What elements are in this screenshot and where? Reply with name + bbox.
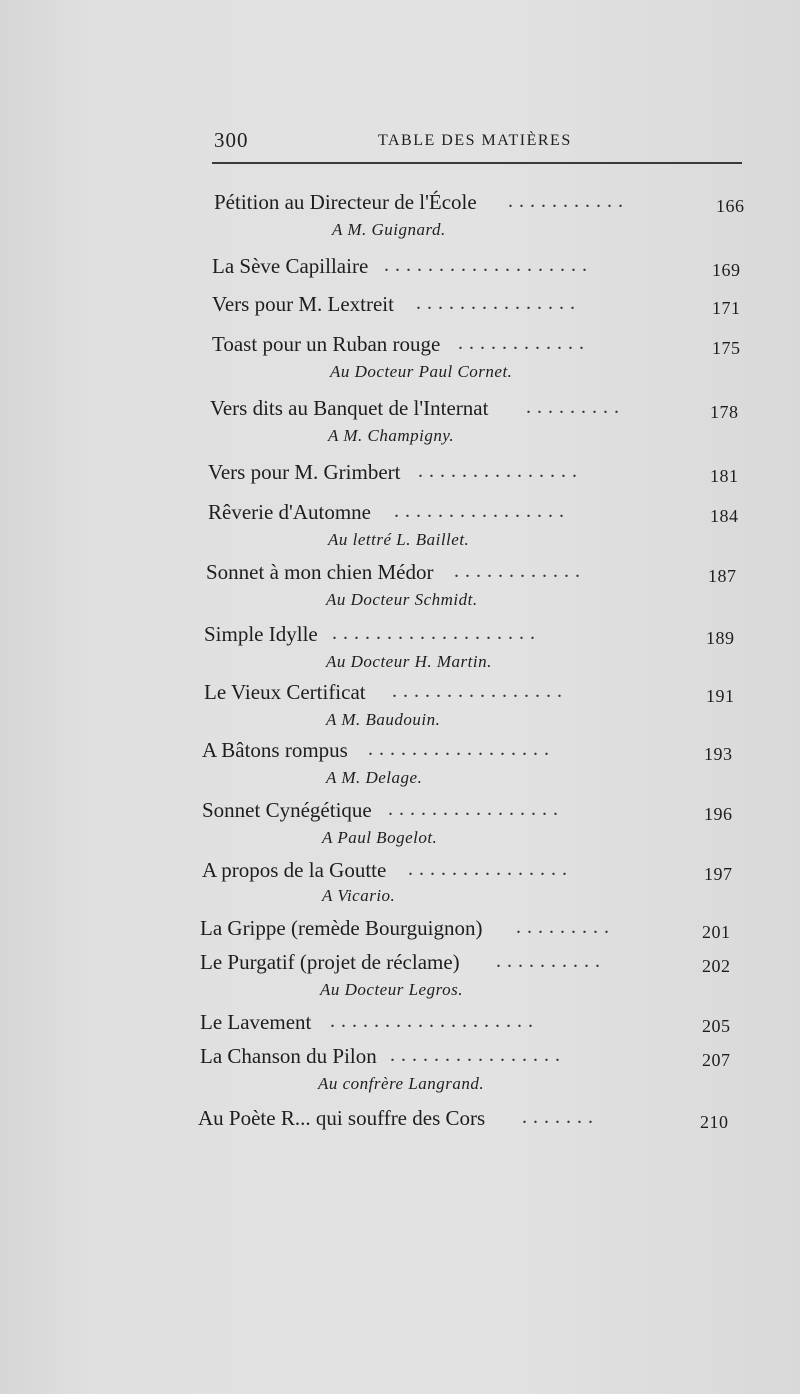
toc-entry-page: 197 [704, 864, 733, 884]
toc-entry-title: Vers pour M. Lextreit [212, 292, 394, 316]
dot-leader: ............... [418, 460, 583, 482]
toc-entry-title: A propos de la Goutte [202, 858, 387, 882]
dot-leader: ............ [454, 560, 586, 582]
dot-leader: ............ [458, 332, 590, 354]
toc-entry [204, 680, 744, 710]
toc-entry-page: 201 [702, 922, 731, 942]
toc-entry-dedication: A M. Baudouin. [326, 710, 441, 729]
toc-entry-title: A Bâtons rompus [202, 738, 348, 762]
dot-leader: ............... [416, 292, 581, 314]
dot-leader: .......... [496, 950, 606, 972]
dot-leader: ......... [526, 396, 625, 418]
toc-entry-title: Au Poète R... qui souffre des Cors [198, 1106, 486, 1130]
toc-entry [200, 1044, 740, 1074]
toc-entry [202, 798, 742, 828]
toc-entry-title: La Sève Capillaire [212, 254, 369, 278]
dot-leader: ............... [408, 858, 573, 880]
toc-entry-dedication: Au Docteur Paul Cornet. [330, 362, 513, 381]
dot-leader: ................ [390, 1044, 566, 1066]
toc-entry [208, 500, 748, 530]
toc-entry-page: 202 [702, 956, 731, 976]
toc-entry-title: Toast pour un Ruban rouge [212, 332, 441, 356]
toc-entry-title: Pétition au Directeur de l'École [214, 190, 477, 214]
dot-leader: ................ [394, 500, 570, 522]
dot-leader: ......... [516, 916, 615, 938]
toc-entry [200, 916, 740, 946]
toc-entry [212, 332, 752, 362]
toc-entry-page: 210 [700, 1112, 729, 1132]
toc-entry [214, 190, 754, 220]
toc-entry-title: Le Purgatif (projet de réclame) [200, 950, 460, 974]
toc-entry [202, 858, 742, 888]
running-title: TABLE DES MATIÈRES [378, 132, 572, 149]
toc-entry-dedication: Au Docteur Schmidt. [326, 590, 478, 609]
toc-entry [212, 254, 752, 284]
toc-entry-title: Simple Idylle [204, 622, 318, 646]
dot-leader: ................ [392, 680, 568, 702]
toc-entry [202, 738, 742, 768]
toc-entry-page: 171 [712, 298, 741, 318]
toc-entry-page: 196 [704, 804, 733, 824]
toc-entry-dedication: A Paul Bogelot. [322, 828, 438, 847]
page-number: 300 [214, 128, 249, 152]
toc-entry-page: 207 [702, 1050, 731, 1070]
dot-leader: ................... [330, 1010, 539, 1032]
toc-entry-dedication: Au Docteur Legros. [320, 980, 463, 999]
toc-entry-title: Le Vieux Certificat [204, 680, 366, 704]
toc-entry-page: 189 [706, 628, 735, 648]
toc-entry [208, 460, 748, 490]
dot-leader: ................... [332, 622, 541, 644]
toc-entry-page: 181 [710, 466, 739, 486]
dot-leader: ........... [508, 190, 629, 212]
toc-entry-page: 193 [704, 744, 733, 764]
toc-entry-page: 187 [708, 566, 737, 586]
toc-entry-title: Sonnet à mon chien Médor [206, 560, 434, 584]
toc-entry-page: 205 [702, 1016, 731, 1036]
dot-leader: ................. [368, 738, 555, 760]
toc-entry-dedication: A Vicario. [322, 886, 396, 905]
toc-entry-page: 184 [710, 506, 739, 526]
toc-entry-title: La Chanson du Pilon [200, 1044, 377, 1068]
toc-entry-title: La Grippe (remède Bourguignon) [200, 916, 483, 940]
toc-entry [212, 292, 752, 322]
dot-leader: ................ [388, 798, 564, 820]
toc-entry-page: 191 [706, 686, 735, 706]
toc-entry-page: 178 [710, 402, 739, 422]
toc-entry-dedication: A M. Guignard. [332, 220, 446, 239]
toc-entry-page: 169 [712, 260, 741, 280]
toc-entry [206, 560, 746, 590]
toc-entry [198, 1106, 738, 1136]
toc-entry-dedication: A M. Delage. [326, 768, 423, 787]
toc-entry-page: 175 [712, 338, 741, 358]
dot-leader: ....... [522, 1106, 599, 1128]
toc-entry-title: Sonnet Cynégétique [202, 798, 372, 822]
toc-entry-title: Vers pour M. Grimbert [208, 460, 401, 484]
toc-entry-dedication: A M. Champigny. [328, 426, 455, 445]
toc-entry-dedication: Au confrère Langrand. [318, 1074, 485, 1093]
toc-entry [200, 1010, 740, 1040]
toc-entry [204, 622, 744, 652]
dot-leader: ................... [384, 254, 593, 276]
toc-entry-title: Le Lavement [200, 1010, 312, 1034]
toc-entry-dedication: Au Docteur H. Martin. [326, 652, 492, 671]
toc-entry-dedication: Au lettré L. Baillet. [328, 530, 470, 549]
toc-entry [200, 950, 740, 980]
toc-entry-page: 166 [716, 196, 745, 216]
toc-entry-title: Rêverie d'Automne [208, 500, 371, 524]
toc-entry-title: Vers dits au Banquet de l'Internat [210, 396, 489, 420]
toc-entry [210, 396, 750, 426]
